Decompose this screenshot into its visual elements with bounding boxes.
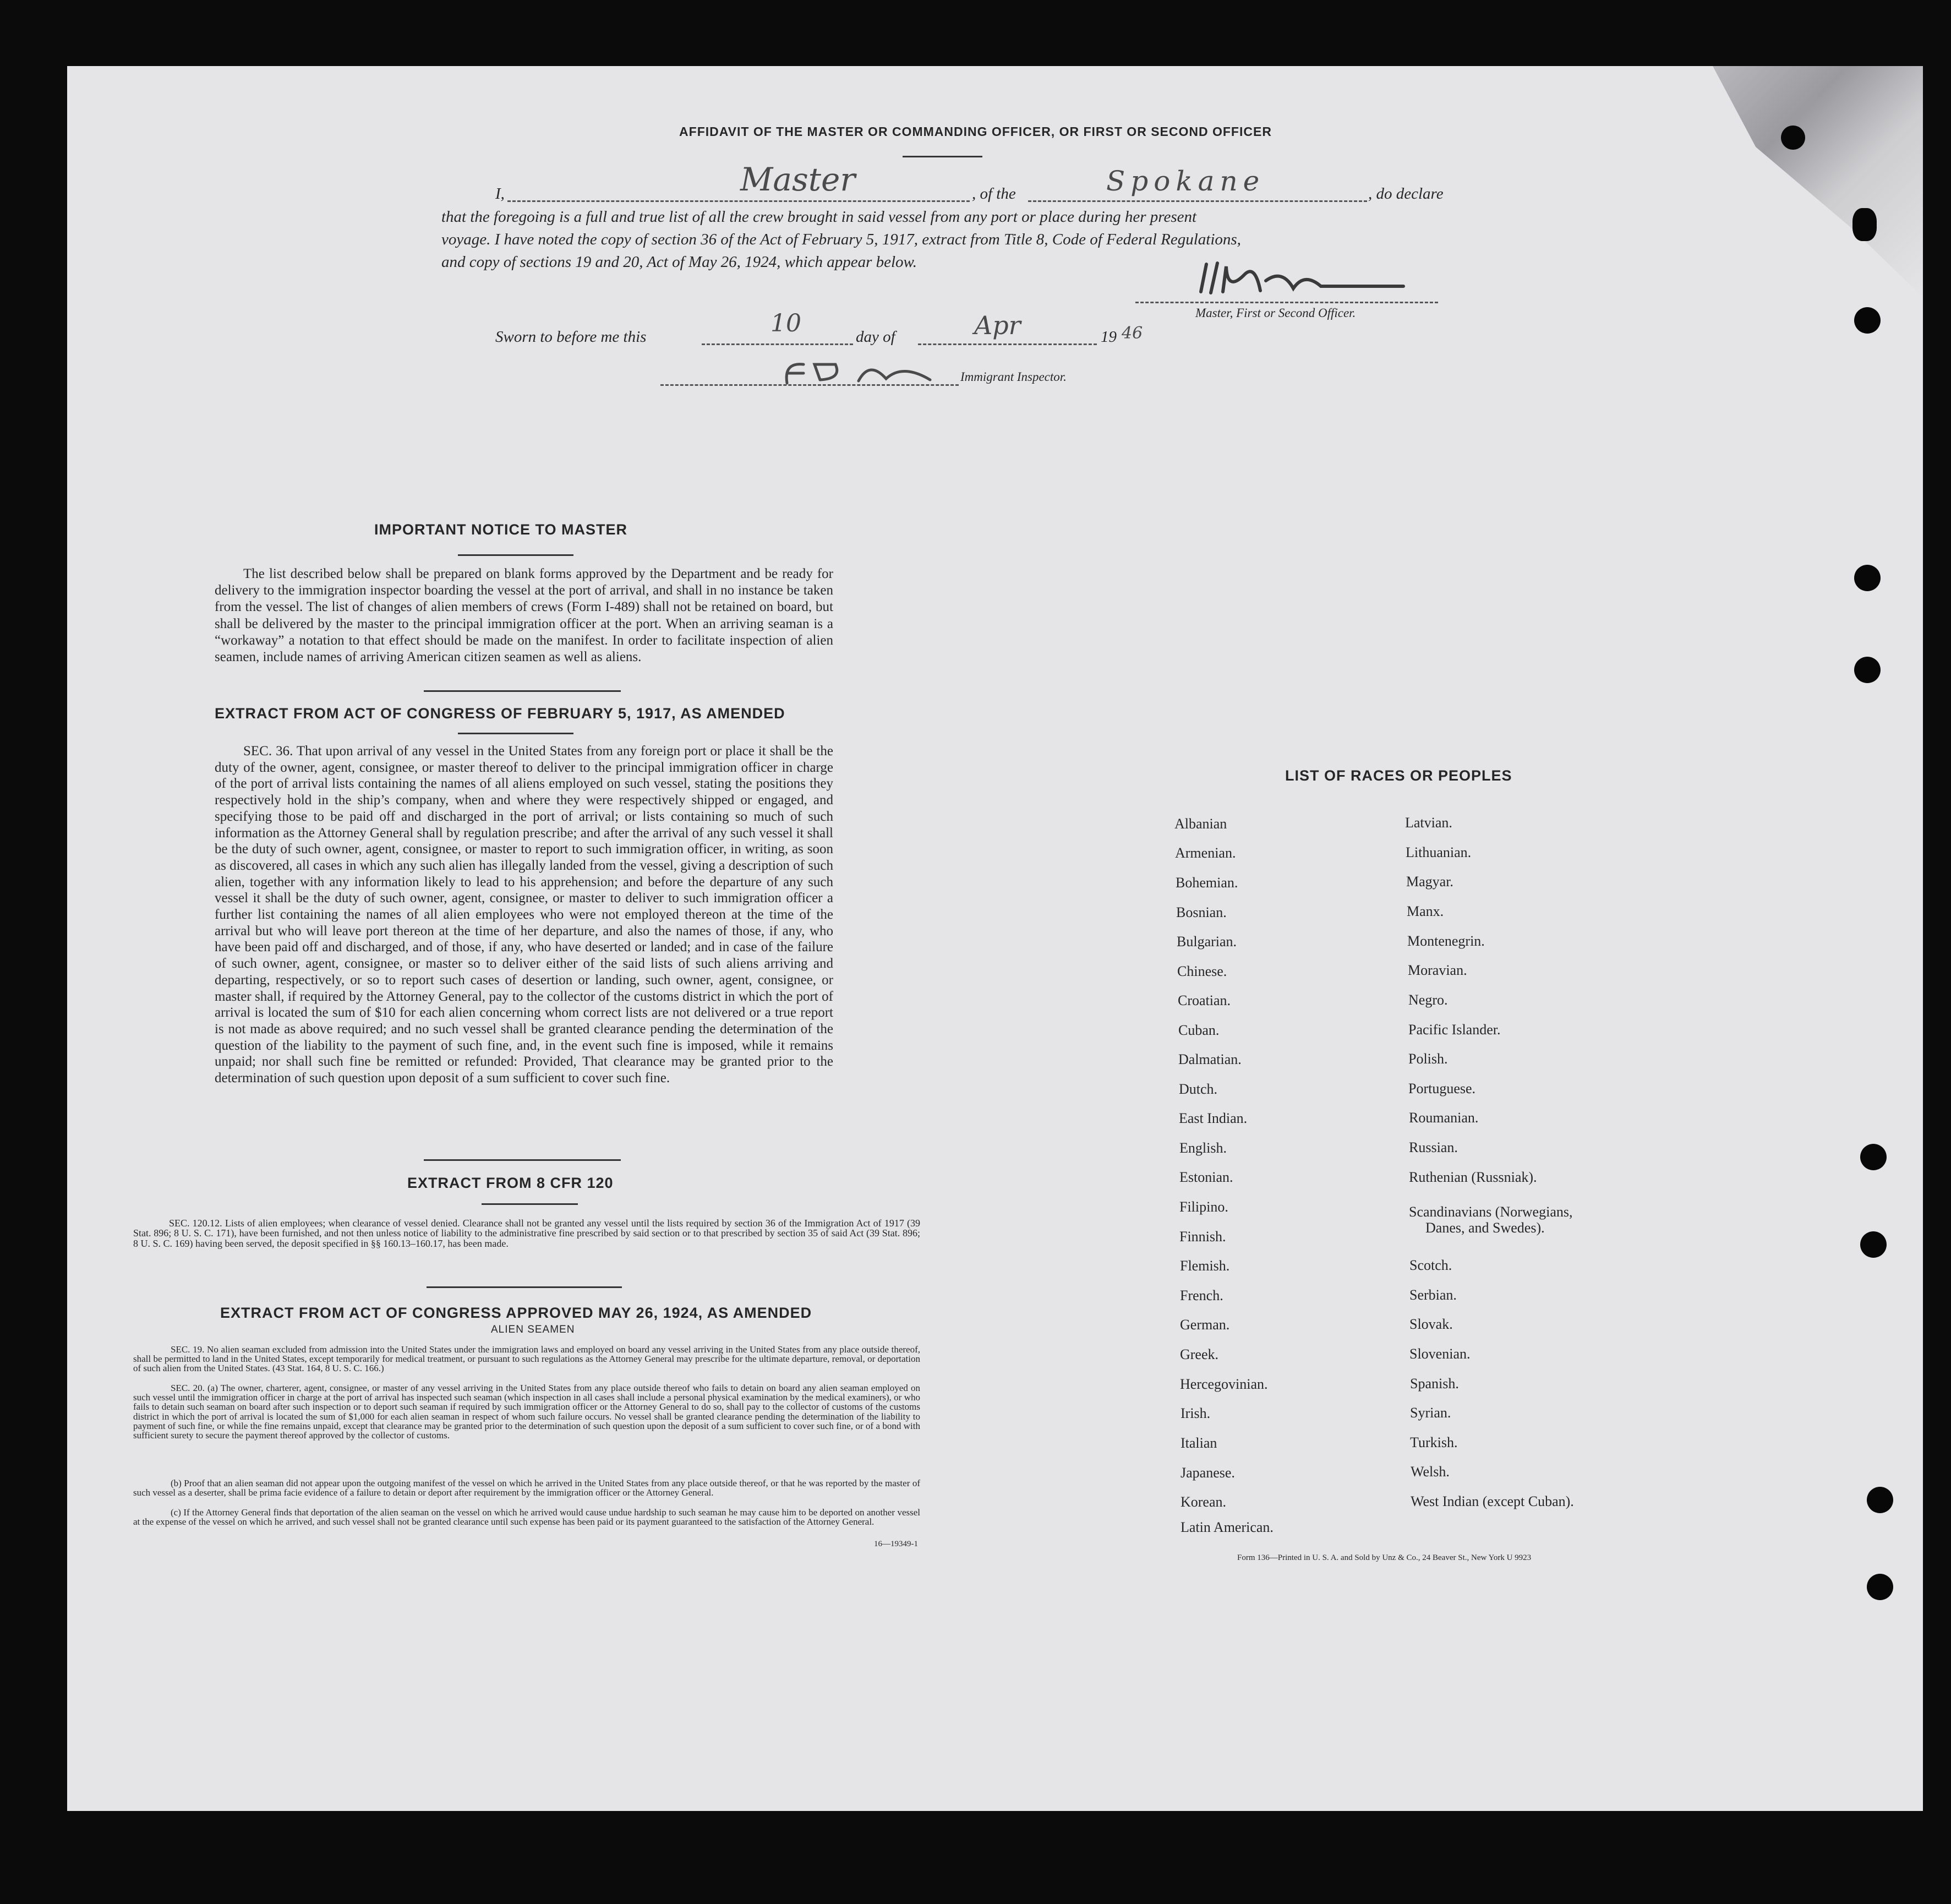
race-item: Albanian	[1174, 816, 1227, 832]
divider	[903, 156, 982, 157]
race-item: Portuguese.	[1408, 1081, 1476, 1096]
sec-20b-text: (b) Proof that an alien seaman did not appear upon the outgoing manifest of the vessel on which he arrived in the United States from any place outside thereof, or that he was reported by the master of such vessel as a deserter, shall be prima facie evidence of a failure to detain or deport after requirement by the immigration officer or the Attorney General.	[133, 1478, 920, 1498]
punch-hole	[1860, 1231, 1887, 1258]
race-item: Pacific Islander.	[1408, 1022, 1501, 1038]
affidavit-line-3: voyage. I have noted the copy of section 36 of the Act of February 5, 1917, extract from Title 8, Code of Federal Regulations,	[441, 231, 1241, 248]
race-item: Dalmatian.	[1178, 1051, 1242, 1067]
race-item: Roumanian.	[1409, 1110, 1479, 1126]
race-item: Finnish.	[1179, 1229, 1226, 1245]
master-line	[507, 200, 970, 202]
race-item: Bohemian.	[1176, 875, 1238, 891]
race-item: Japanese.	[1181, 1465, 1235, 1481]
master-signature	[1194, 259, 1442, 303]
race-item: Russian.	[1409, 1139, 1458, 1155]
form-number: 16—19349-1	[874, 1540, 918, 1548]
race-item: West Indian (except Cuban).	[1411, 1493, 1574, 1509]
race-item: Croatian.	[1178, 992, 1231, 1008]
race-item: East Indian.	[1179, 1110, 1248, 1126]
race-item: Cuban.	[1178, 1022, 1220, 1038]
extract-1924-heading: EXTRACT FROM ACT OF CONGRESS APPROVED MAY 26, 1924, AS AMENDED	[220, 1305, 812, 1321]
race-item: French.	[1180, 1287, 1223, 1303]
divider	[424, 1159, 621, 1161]
punch-hole	[1852, 208, 1877, 241]
notice-body: The list described below shall be prepared on blank forms approved by the Department and be ready for delivery to the immigration inspector boarding the vessel at the port of arrival, and shall in no instance be taken from the vessel. The list of changes of alien members of crews (Form I-489) shall not be retained on board, but shall be delivered by the master to the principal immigration officer at the port. When an arriving seaman is a “workaway” a notation to that effect should be made on the manifest. In order to facilitate inspection of alien seamen, include names of arriving American citizen seamen as well as aliens.	[215, 566, 833, 665]
vessel-handwritten: Spokane	[1106, 165, 1265, 197]
master-handwritten: Master	[740, 161, 856, 198]
punch-hole	[1854, 307, 1881, 334]
race-item: Dutch.	[1179, 1081, 1218, 1097]
month-handwritten: Apr	[974, 310, 1021, 340]
race-item: German.	[1180, 1317, 1230, 1333]
extract-cfr-heading: EXTRACT FROM 8 CFR 120	[407, 1175, 614, 1191]
race-item: Danes, and Swedes).	[1425, 1220, 1545, 1236]
affidavit-title: AFFIDAVIT OF THE MASTER OR COMMANDING OFFICER, OR FIRST OR SECOND OFFICER	[679, 124, 1272, 139]
year-prefix: 19	[1101, 328, 1117, 346]
punch-hole	[1854, 657, 1881, 683]
divider	[424, 690, 621, 692]
races-heading: LIST OF RACES OR PEOPLES	[1285, 767, 1512, 784]
race-item: Scotch.	[1409, 1257, 1452, 1273]
inspector-signature	[782, 357, 941, 390]
race-item: Hercegovinian.	[1180, 1376, 1268, 1392]
race-item: Montenegrin.	[1407, 933, 1485, 949]
race-item: Latin American.	[1181, 1519, 1274, 1535]
race-item: Irish.	[1181, 1405, 1211, 1421]
divider	[427, 1286, 622, 1288]
punch-hole	[1867, 1487, 1893, 1513]
signature-line	[1135, 302, 1438, 303]
race-item: Bulgarian.	[1177, 934, 1237, 950]
race-item: Negro.	[1408, 992, 1448, 1008]
printer-footer: Form 136—Printed in U. S. A. and Sold by Unz & Co., 24 Beaver St., New York U 9923	[1237, 1553, 1532, 1562]
of-the-label: , of the	[972, 185, 1016, 203]
punch-hole	[1854, 565, 1881, 591]
race-item: Slovak.	[1409, 1316, 1453, 1332]
sec-20a-text: SEC. 20. (a) The owner, charterer, agent, consignee, or master of any vessel arriving in the United States from any place outside thereof who fails to detain on board any alien seaman employed on such vessel until the immigration officer in charge at the port of arrival has inspected such seaman (which inspection in all cases shall include a personal physical examination by the medical examiners), or who fails to detain such seaman on board after such inspection or to deport such seaman if required by such immigration officer or the Attorney General to do so, shall pay to the collector of customs of the customs district in which the port of arrival is located the sum of $1,000 for each alien seaman in respect of whom such failure occurs. No vessel shall be granted clearance pending the determination of the liability to payment of such fine, or while the fine remains unpaid, except that clearance may be granted prior to the determination of such question upon the deposit of a sum sufficient to cover such fine, or of a bond with sufficient surety to secure the payment thereof approved by the collector of customs.	[133, 1383, 920, 1441]
vessel-line	[1028, 200, 1367, 202]
race-item: Syrian.	[1410, 1405, 1451, 1421]
sec-20c-text: (c) If the Attorney General finds that deportation of the alien seaman on the vessel on which he arrived would cause undue hardship to such seaman he may cause him to be deported on another vessel at the expense of the vessel on which he arrived, and such vessel shall not be granted clearance until such expense has been paid or its payment guaranteed to the satisfaction of the Attorney General.	[133, 1507, 920, 1527]
race-item: Scandinavians (Norwegians,	[1409, 1204, 1573, 1220]
race-item: Estonian.	[1179, 1169, 1233, 1185]
race-item: Turkish.	[1410, 1434, 1458, 1450]
race-item: Flemish.	[1180, 1258, 1230, 1274]
affidavit-line-2: that the foregoing is a full and true list of all the crew brought in said vessel from any port or place during her present	[441, 208, 1197, 226]
race-item: Spanish.	[1410, 1376, 1459, 1392]
day-handwritten: 10	[770, 309, 801, 337]
notice-heading: IMPORTANT NOTICE TO MASTER	[374, 521, 627, 538]
race-item: Filipino.	[1179, 1199, 1228, 1215]
race-item: Italian	[1181, 1435, 1217, 1451]
race-item: Armenian.	[1175, 845, 1236, 861]
race-item: English.	[1179, 1140, 1227, 1156]
punch-hole	[1860, 1144, 1887, 1170]
race-item: Greek.	[1180, 1346, 1219, 1362]
extract-cfr-body: SEC. 120.12. Lists of alien employees; when clearance of vessel denied. Clearance shall not be granted any vessel until the lists required by section 36 of the Immigration Act of 1917 (39 Stat. 896; 8 U. S. C. 171), have been furnished, and not then unless notice of liability to the administrative fine prescribed by said section or to that prescribed by section 35 of said Act (39 Stat. 896; 8 U. S. C. 169) having been served, the deposit specified in §§ 160.13–160.17, has been made.	[133, 1218, 920, 1249]
race-item: Latvian.	[1405, 815, 1452, 831]
month-line	[918, 343, 1097, 345]
alien-seamen-subheading: ALIEN SEAMEN	[491, 1324, 575, 1335]
race-item: Manx.	[1407, 903, 1444, 919]
divider	[482, 1203, 578, 1205]
divider	[458, 733, 573, 734]
race-item: Polish.	[1408, 1051, 1448, 1067]
extract-1917-body: SEC. 36. That upon arrival of any vessel in the United States from any foreign port or place it shall be the duty of the owner, agent, consignee, or master thereof to deliver to the principal immigration officer in charge of the port of arrival lists containing the names of all aliens employed on such vessel, stating the positions they respectively hold in the ship’s company, when and where they were respectively shipped or engaged, and specifying those to be paid off and discharged in the port of arrival; or lists containing so much of such information as the Attorney General shall by regulation prescribe; and after the arrival of any such vessel it shall be the duty of such owner, agent, consignee, or master to report to such immigration officer, in writing, as soon as discovered, all cases in which any such alien has illegally landed from the vessel, giving a description of such alien, together with any information likely to lead to his apprehension; and before the departure of any such vessel it shall be the duty of such owner, agent, consignee, or master to deliver to such immigration officer a further list containing the names of all alien employees who were not employed thereon at the time of the arrival but who will leave port thereon at the time of her departure, and also the names of those, if any, who have been paid off and discharged, and of those, if any, who have deserted or landed; and in case of the failure of such owner, agent, consignee, or master so to deliver either of the said lists of such aliens arriving and departing, respectively, or so to report such cases of desertion or landing, such owner, agent, consignee, or master shall, if required by the Attorney General, pay to the collector of the customs district in which the port of arrival is located the sum of $10 for each alien concerning whom correct lists are not delivered or a true report is not made as above required; and no such vessel shall be granted clearance pending the determination of the question of the liability to the payment of such fine, and, in the event such fine is imposed, while it remains unpaid; nor shall such fine be remitted or refunded: Provided, That clearance may be granted prior to the determination of such question upon deposit of a sum sufficient to cover such fine.	[215, 744, 833, 1086]
inspector-caption: Immigrant Inspector.	[960, 370, 1067, 384]
punch-hole	[1867, 1574, 1893, 1600]
race-item: Lithuanian.	[1406, 844, 1472, 860]
affidavit-line-4: and copy of sections 19 and 20, Act of May 26, 1924, which appear below.	[441, 253, 917, 271]
race-item: Welsh.	[1411, 1464, 1450, 1480]
race-item: Magyar.	[1406, 874, 1453, 890]
day-of-label: day of	[856, 328, 895, 346]
race-item: Ruthenian (Russniak).	[1409, 1169, 1537, 1185]
i-label: I,	[495, 185, 505, 203]
extract-1917-heading: EXTRACT FROM ACT OF CONGRESS OF FEBRUARY 5, 1917, AS AMENDED	[215, 705, 785, 722]
race-item: Bosnian.	[1176, 904, 1227, 920]
race-item: Moravian.	[1408, 962, 1467, 978]
race-item: Chinese.	[1177, 963, 1227, 979]
race-item: Slovenian.	[1409, 1346, 1471, 1362]
race-item: Korean.	[1181, 1494, 1227, 1510]
declare-label: , do declare	[1368, 185, 1444, 203]
sworn-label: Sworn to before me this	[495, 328, 647, 346]
divider	[458, 554, 573, 556]
signature-caption: Master, First or Second Officer.	[1195, 306, 1356, 320]
year-handwritten: 46	[1122, 324, 1143, 343]
sec-19-text: SEC. 19. No alien seaman excluded from admission into the United States under the immigration laws and employed on board any vessel arriving in the United States from any place outside thereof, shall be permitted to land in the United States, except temporarily for medical treatment, or pursuant to such regulations as the Attorney General may prescribe for the ultimate departure, removal, or deportation of such alien from the United States. (43 Stat. 164, 8 U. S. C. 166.)	[133, 1344, 920, 1374]
race-item: Serbian.	[1409, 1287, 1457, 1303]
day-line	[702, 343, 853, 345]
